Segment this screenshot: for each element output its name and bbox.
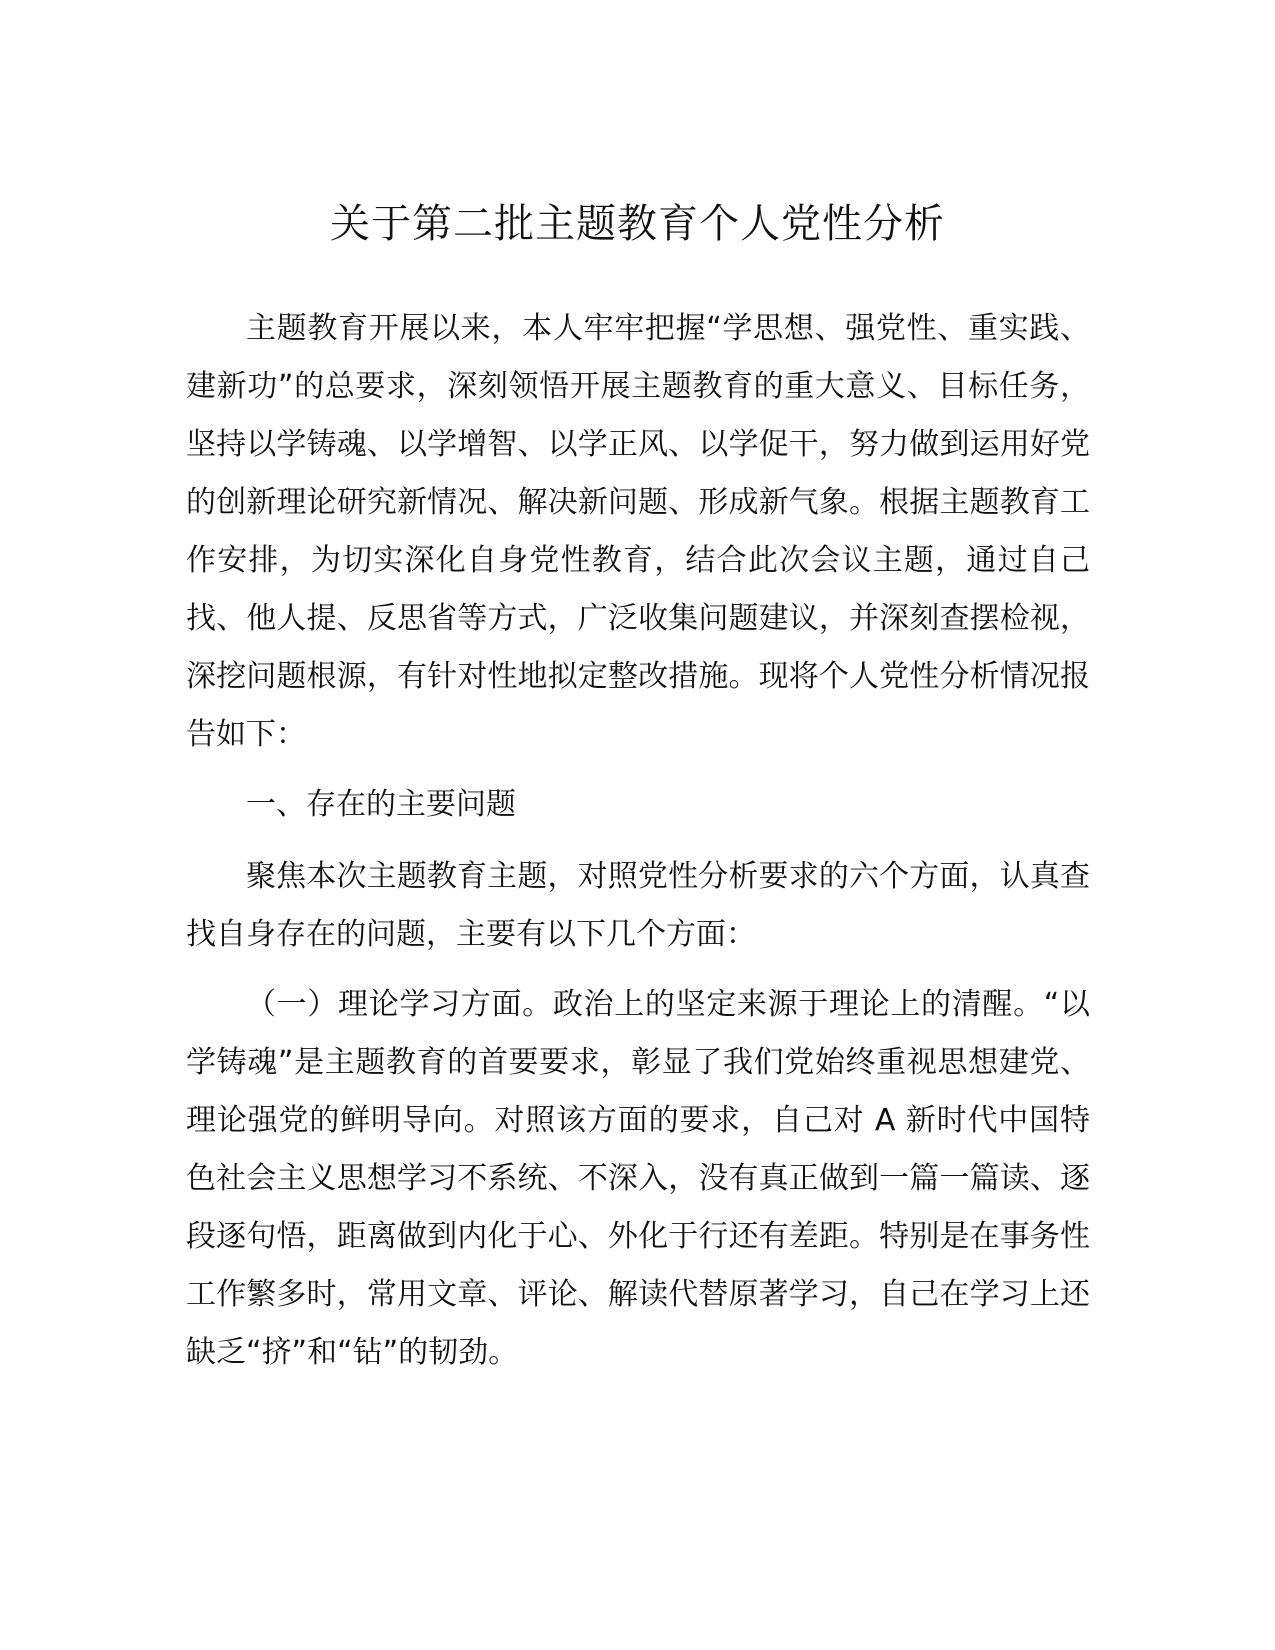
- theory-study-paragraph: （一）理论学习方面。政治上的坚定来源于理论上的清醒。“以学铸魂”是主题教育的首要要求，彰显了我们党始终重视思想建党、理论强党的鲜明导向。对照该方面的要求，自己对 A 新时代中国特色社会主义思想学习不系统、不深入，没有真正做到一篇一篇读、逐段逐句悟，距离做到内化于心、外化于行还有差距。特别是在事务性工作繁多时，常用文章、评论、解读代替原著学习，自己在学习上还缺乏“挤”和“钻”的韧劲。: [186, 987, 1090, 1370]
- intro-paragraph: 主题教育开展以来，本人牢牢把握“学思想、强党性、重实践、建新功”的总要求，深刻领悟开展主题教育的重大意义、目标任务，坚持以学铸魂、以学增智、以学正风、以学促干，努力做到运用好党的创新理论研究新情况、解决新问题、形成新气象。根据主题教育工作安排，为切实深化自身党性教育，结合此次会议主题，通过自己找、他人提、反思省等方式，广泛收集问题建议，并深刻查摆检视，深挖问题根源，有针对性地拟定整改措施。现将个人党性分析情况报告如下：: [186, 311, 1090, 752]
- section-intro-paragraph: 聚焦本次主题教育主题，对照党性分析要求的六个方面，认真查找自身存在的问题，主要有以下几个方面：: [186, 859, 1090, 952]
- section-heading: 一、存在的主要问题: [246, 787, 516, 822]
- document-title: 关于第二批主题教育个人党性分析: [330, 201, 945, 247]
